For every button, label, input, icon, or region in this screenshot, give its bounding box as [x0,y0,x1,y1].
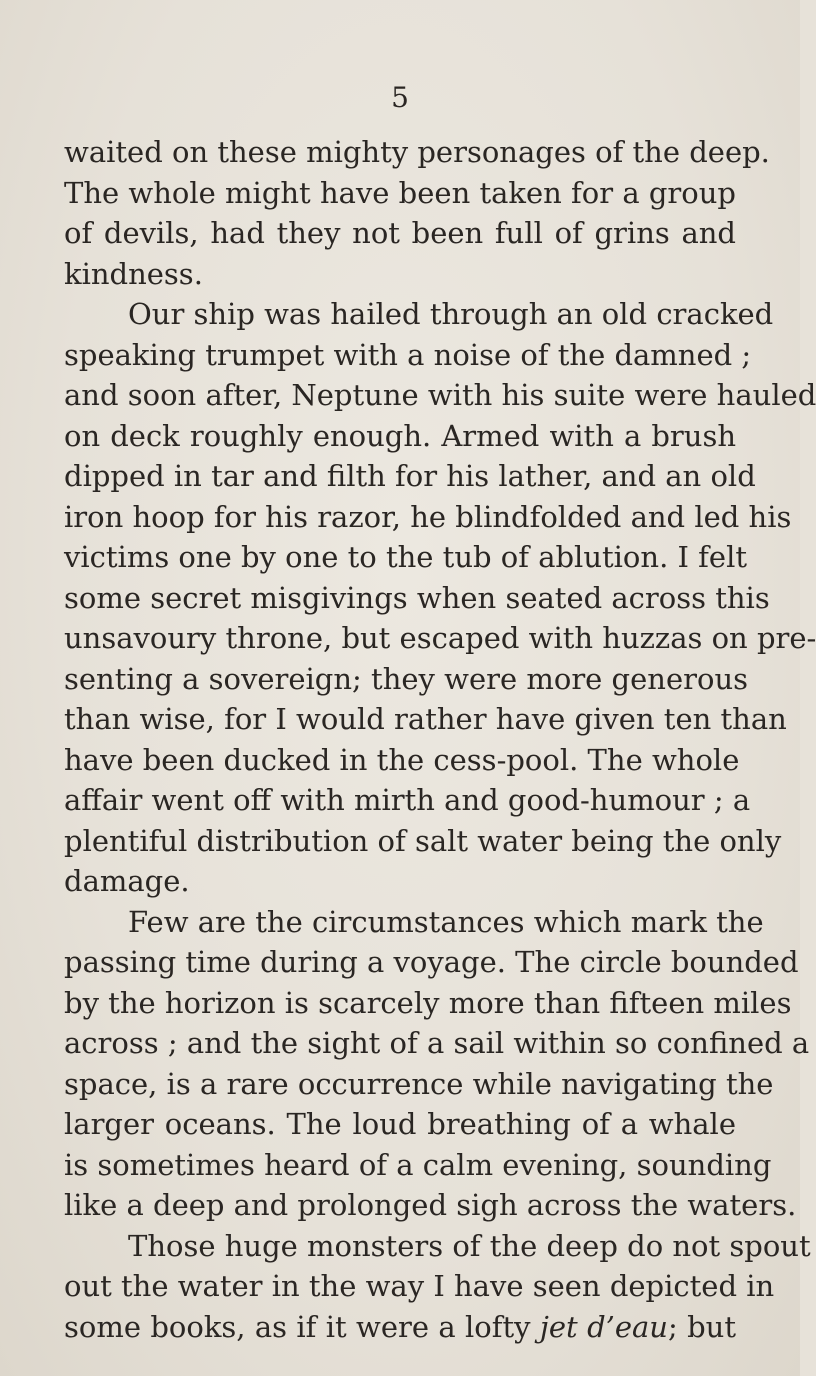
text-line: like a deep and prolonged sigh across the waters. [64,1188,797,1222]
body-text [64,132,816,1347]
text-line: affair went off with mirth and good-humour ; a [64,783,751,817]
text-run: some books, as if it were a lofty [64,1309,540,1344]
text-line: larger oceans. The loud breathing of a whale [64,1107,736,1141]
text-line: iron hoop for his razor, he blindfolded and led his [64,499,792,534]
text-line: have been ducked in the cess-pool. The whole [64,742,740,777]
text-line: dipped in tar and filth for his lather, and an old [64,459,756,493]
text-line: and soon after, Neptune with his suite were hauled [64,378,816,412]
page-number: 5 [391,81,409,114]
paragraph-start-line: Few are the circumstances which mark the [128,904,764,939]
text-line: The whole might have been taken for a group [64,175,736,210]
text-line: kindness. [64,256,203,291]
text-line: passing time during a voyage. The circle bounded [64,945,799,979]
text-line: out the water in the way I have seen depicted in [64,1269,775,1303]
paragraph-start-line: Those huge monsters of the deep do not spout [128,1228,811,1263]
text-line: across ; and the sight of a sail within so confined a [64,1026,810,1060]
text-line: by the horizon is scarcely more than fifteen miles [64,985,792,1020]
text-line: victims one by one to the tub of ablution. I felt [64,540,748,574]
italic-phrase: jet d’eau [539,1309,668,1344]
text-line: speaking trumpet with a noise of the damned ; [64,337,752,372]
text-line: unsavoury throne, but escaped with huzzas on pre- [64,621,816,655]
text-line: plentiful distribution of salt water being the only [64,823,782,858]
text-line: senting a sovereign; they were more generous [64,661,749,696]
text-run: ; but [667,1309,737,1344]
text-line: damage. [64,864,190,898]
text-line: is sometimes heard of a calm evening, sounding [64,1147,772,1182]
text-line: on deck roughly enough. Armed with a brush [64,418,736,453]
text-line: some secret misgivings when seated across this [64,580,770,615]
text-line: of devils, had they not been full of grins and [64,216,736,250]
text-line [64,1307,736,1348]
text-line: waited on these mighty personages of the deep. [64,135,770,169]
paragraph-start-line: Our ship was hailed through an old cracked [128,297,774,331]
text-line: space, is a rare occurrence while navigating the [64,1066,774,1101]
text-line: than wise, for I would rather have given ten than [64,702,787,736]
